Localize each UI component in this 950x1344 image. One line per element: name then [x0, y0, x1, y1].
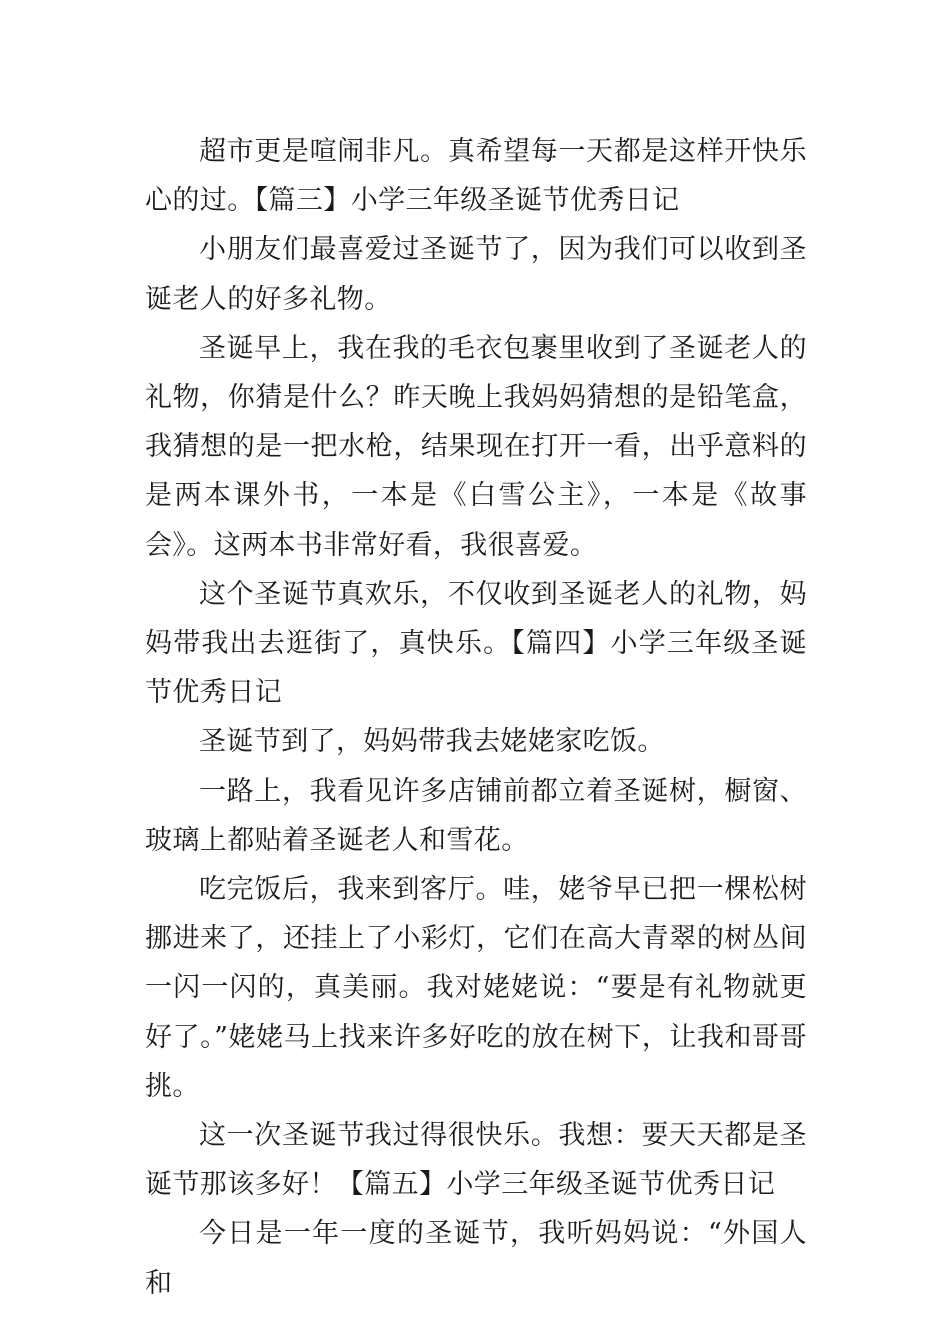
paragraph: 圣诞节到了，妈妈带我去姥姥家吃饭。	[199, 726, 665, 758]
paragraph: 今日是一年一度的圣诞节，我听妈妈说：“外国人和	[145, 1218, 807, 1299]
paragraph: 一路上，我看见许多店铺前都立着圣诞树，橱窗、玻璃上都贴着圣诞老人和雪花。	[145, 775, 807, 856]
paragraph: 这一次圣诞节我过得很快乐。我想：要天天都是圣诞节那该多好！【篇五】小学三年级圣诞节优秀日记	[145, 1120, 807, 1201]
paragraph: 圣诞早上，我在我的毛衣包裹里收到了圣诞老人的礼物，你猜是什么？昨天晚上我妈妈猜想的是铅笔盒，我猜想的是一把水枪，结果现在打开一看，出乎意料的是两本课外书，一本是《白雪公主》，一本是《故事会》。这两本书非常好看，我很喜爱。	[145, 332, 807, 561]
document-body	[145, 127, 807, 1308]
paragraph: 小朋友们最喜爱过圣诞节了，因为我们可以收到圣诞老人的好多礼物。	[145, 234, 807, 315]
paragraph: 这个圣诞节真欢乐，不仅收到圣诞老人的礼物，妈妈带我出去逛街了，真快乐。【篇四】小学三年级圣诞节优秀日记	[145, 578, 807, 709]
paragraph: 吃完饭后，我来到客厅。哇，姥爷早已把一棵松树挪进来了，还挂上了小彩灯，它们在高大青翠的树丛间一闪一闪的，真美丽。我对姥姥说：“要是有礼物就更好了。”姥姥马上找来许多好吃的放在树下，让我和哥哥挑。	[145, 874, 807, 1102]
paragraph: 超市更是喧闹非凡。真希望每一天都是这样开快乐心的过。【篇三】小学三年级圣诞节优秀日记	[145, 136, 807, 217]
